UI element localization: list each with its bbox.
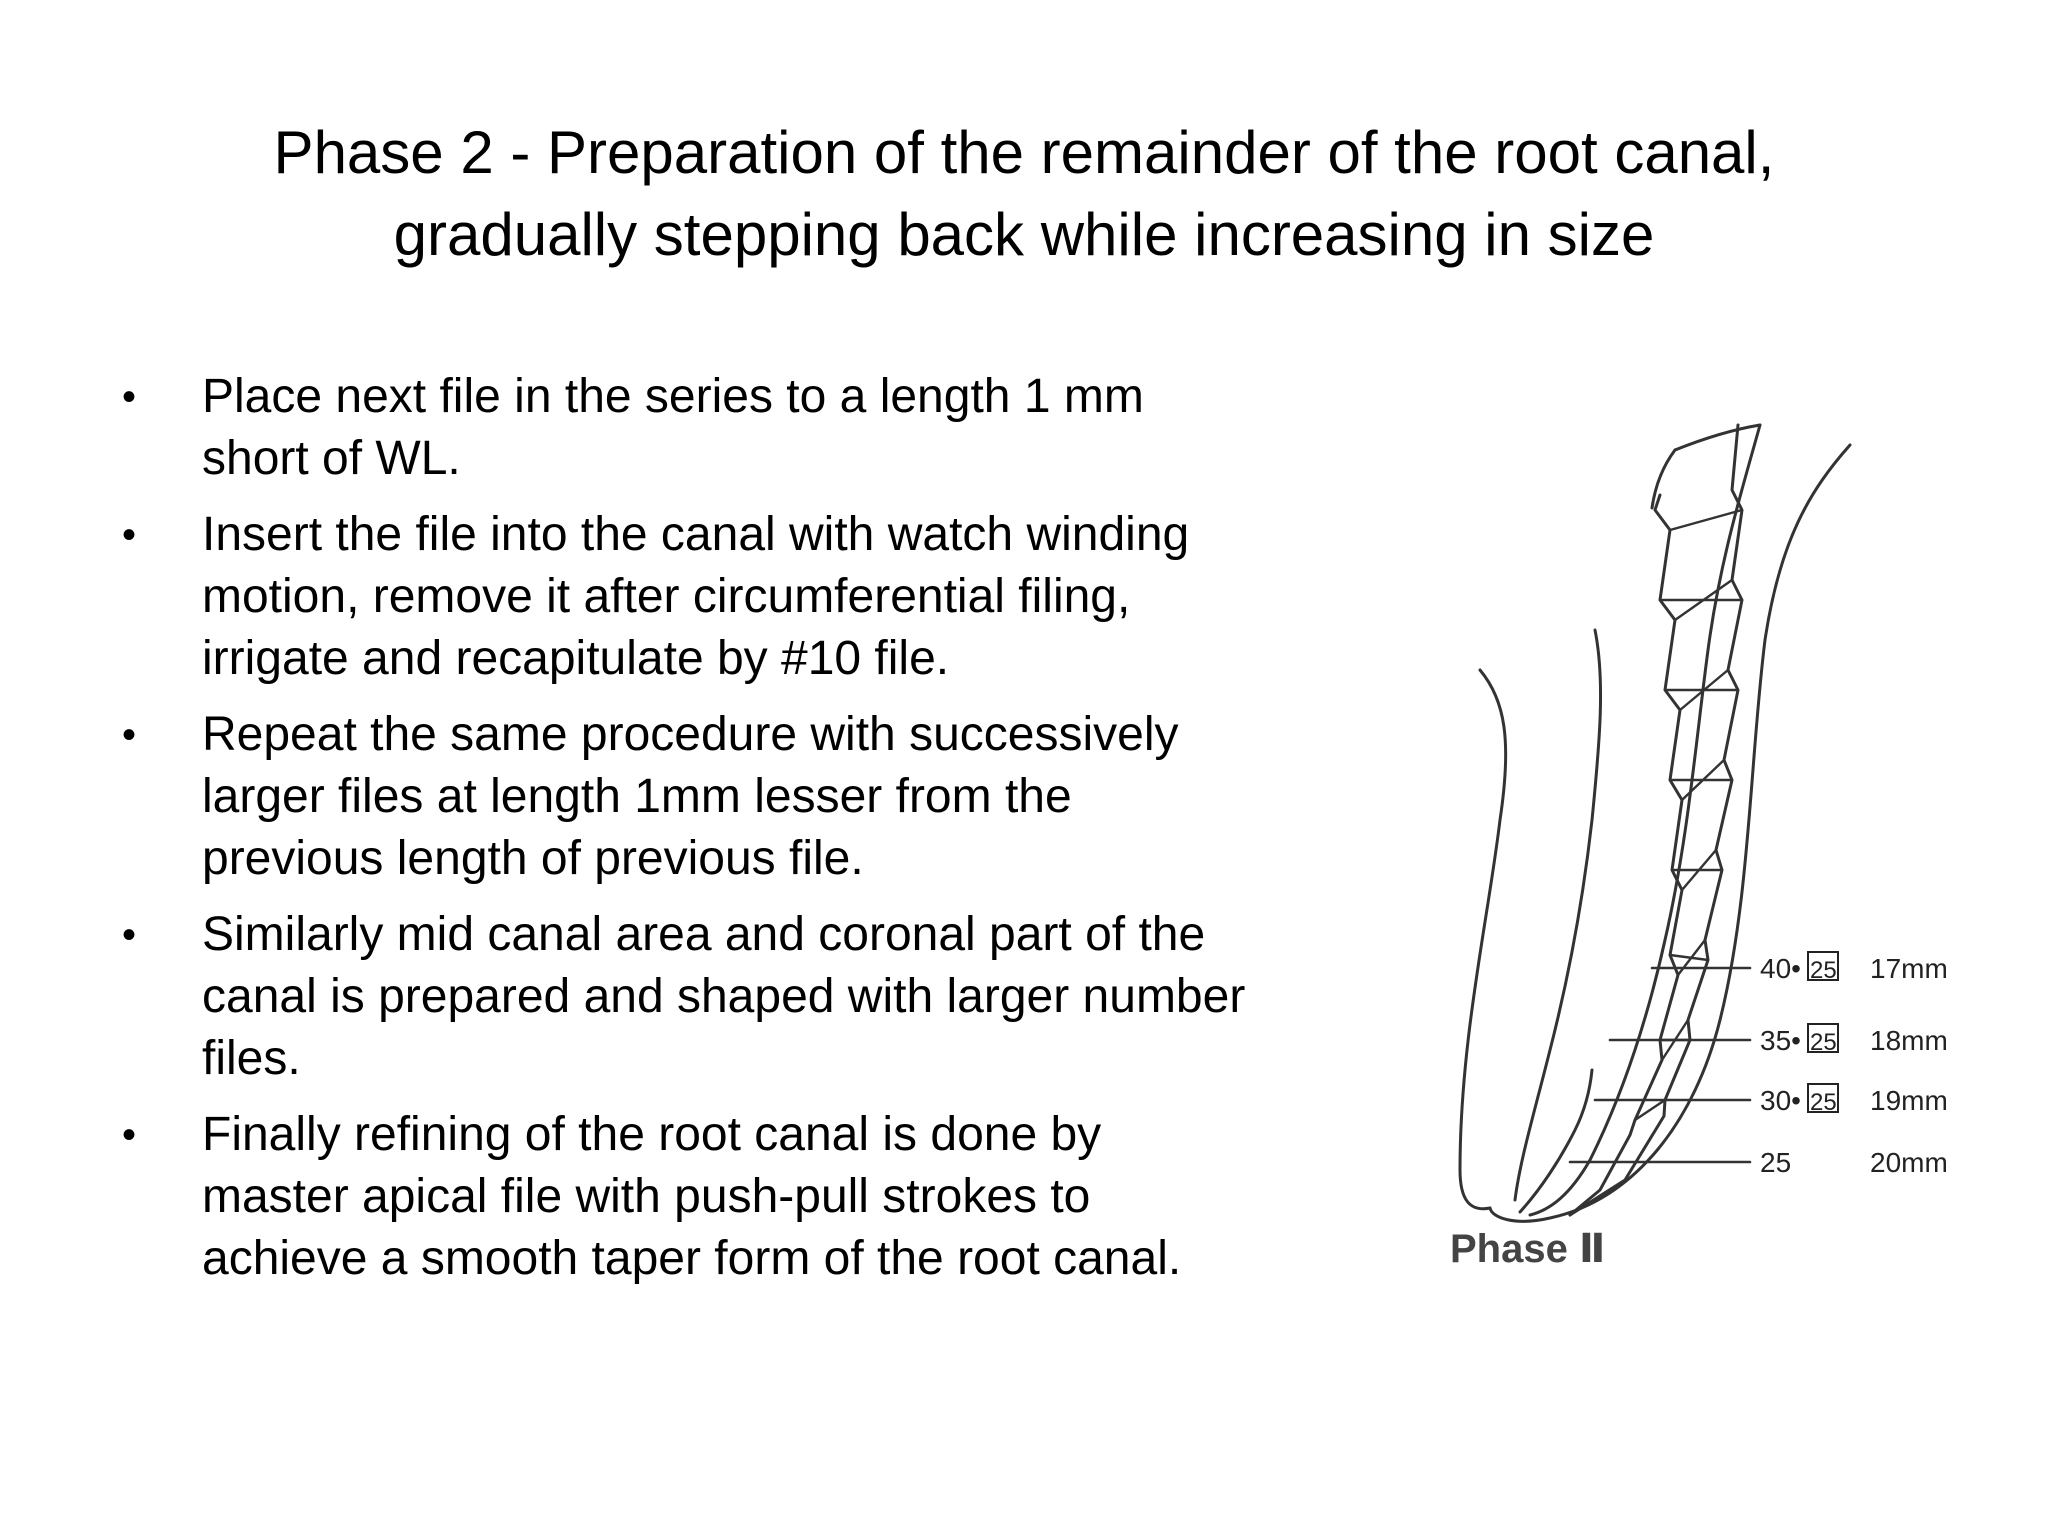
file-label-35: 35• — [1760, 1025, 1801, 1056]
bullet-dot: • — [122, 1113, 137, 1157]
bullet-text-line: master apical file with push-pull strokes to — [202, 1170, 1091, 1223]
bullet-text-line: canal is prepared and shaped with larger number — [202, 970, 1246, 1023]
bullet-text-line: Repeat the same procedure with successively — [202, 708, 1179, 761]
title-line-1: Phase 2 - Preparation of the remainder of the root canal, — [273, 119, 1775, 186]
bullet-text-line: irrigate and recapitulate by #10 file. — [202, 632, 950, 685]
bullet-text-line: Finally refining of the root canal is done by — [202, 1108, 1102, 1161]
file-label-30-boxed: 25 — [1810, 1089, 1837, 1116]
bullet-text-line: achieve a smooth taper form of the root canal. — [202, 1232, 1182, 1285]
root-outline-left — [1460, 670, 1506, 1209]
root-canal-illustration — [1420, 400, 1980, 1300]
bullet-dot: • — [122, 513, 137, 557]
root-canal-drawing — [1420, 400, 1980, 1300]
bullet-text-line: Insert the file into the canal with watch winding — [202, 508, 1190, 561]
file-silhouette-right — [1570, 425, 1742, 1215]
bullet-item — [112, 904, 1372, 1090]
bullet-dot: • — [122, 713, 137, 757]
bullet-dot: • — [122, 375, 137, 419]
bullet-dot: • — [122, 913, 137, 957]
slide-title — [140, 112, 1908, 276]
file-label-40: 40• — [1760, 953, 1801, 984]
figure-caption: Phase Ⅱ — [1450, 1227, 1606, 1271]
title-line-2: gradually stepping back while increasing in size — [393, 201, 1655, 268]
bullet-item — [112, 504, 1372, 690]
length-label-19mm: 19mm — [1870, 1085, 1948, 1116]
bullet-text-line: Similarly mid canal area and coronal part of the — [202, 908, 1206, 961]
canal-wall-left — [1515, 630, 1601, 1200]
length-label-17mm: 17mm — [1870, 953, 1948, 984]
bullet-text-line: motion, remove it after circumferential filing, — [202, 570, 1131, 623]
bullet-text-line: larger files at length 1mm lesser from the — [202, 770, 1072, 823]
bullet-list — [112, 366, 1372, 1304]
bullet-item — [112, 1104, 1372, 1290]
length-label-18mm: 18mm — [1870, 1025, 1948, 1056]
file-label-25: 25 — [1760, 1147, 1792, 1178]
file-label-40-boxed: 25 — [1810, 957, 1837, 984]
bullet-item — [112, 704, 1372, 890]
length-label-20mm: 20mm — [1870, 1147, 1948, 1178]
bullet-item — [112, 366, 1372, 490]
bullet-text-line: previous length of previous file. — [202, 832, 864, 885]
bullet-text-line: short of WL. — [202, 432, 461, 485]
crown-outline — [1675, 425, 1760, 450]
file-label-30: 30• — [1760, 1085, 1801, 1116]
crown-top — [1652, 450, 1675, 508]
bullet-text-line: files. — [202, 1032, 301, 1085]
file-label-35-boxed: 25 — [1810, 1029, 1837, 1056]
bullet-text-line: Place next file in the series to a length 1 mm — [202, 370, 1144, 423]
apical-canal — [1520, 1070, 1592, 1212]
